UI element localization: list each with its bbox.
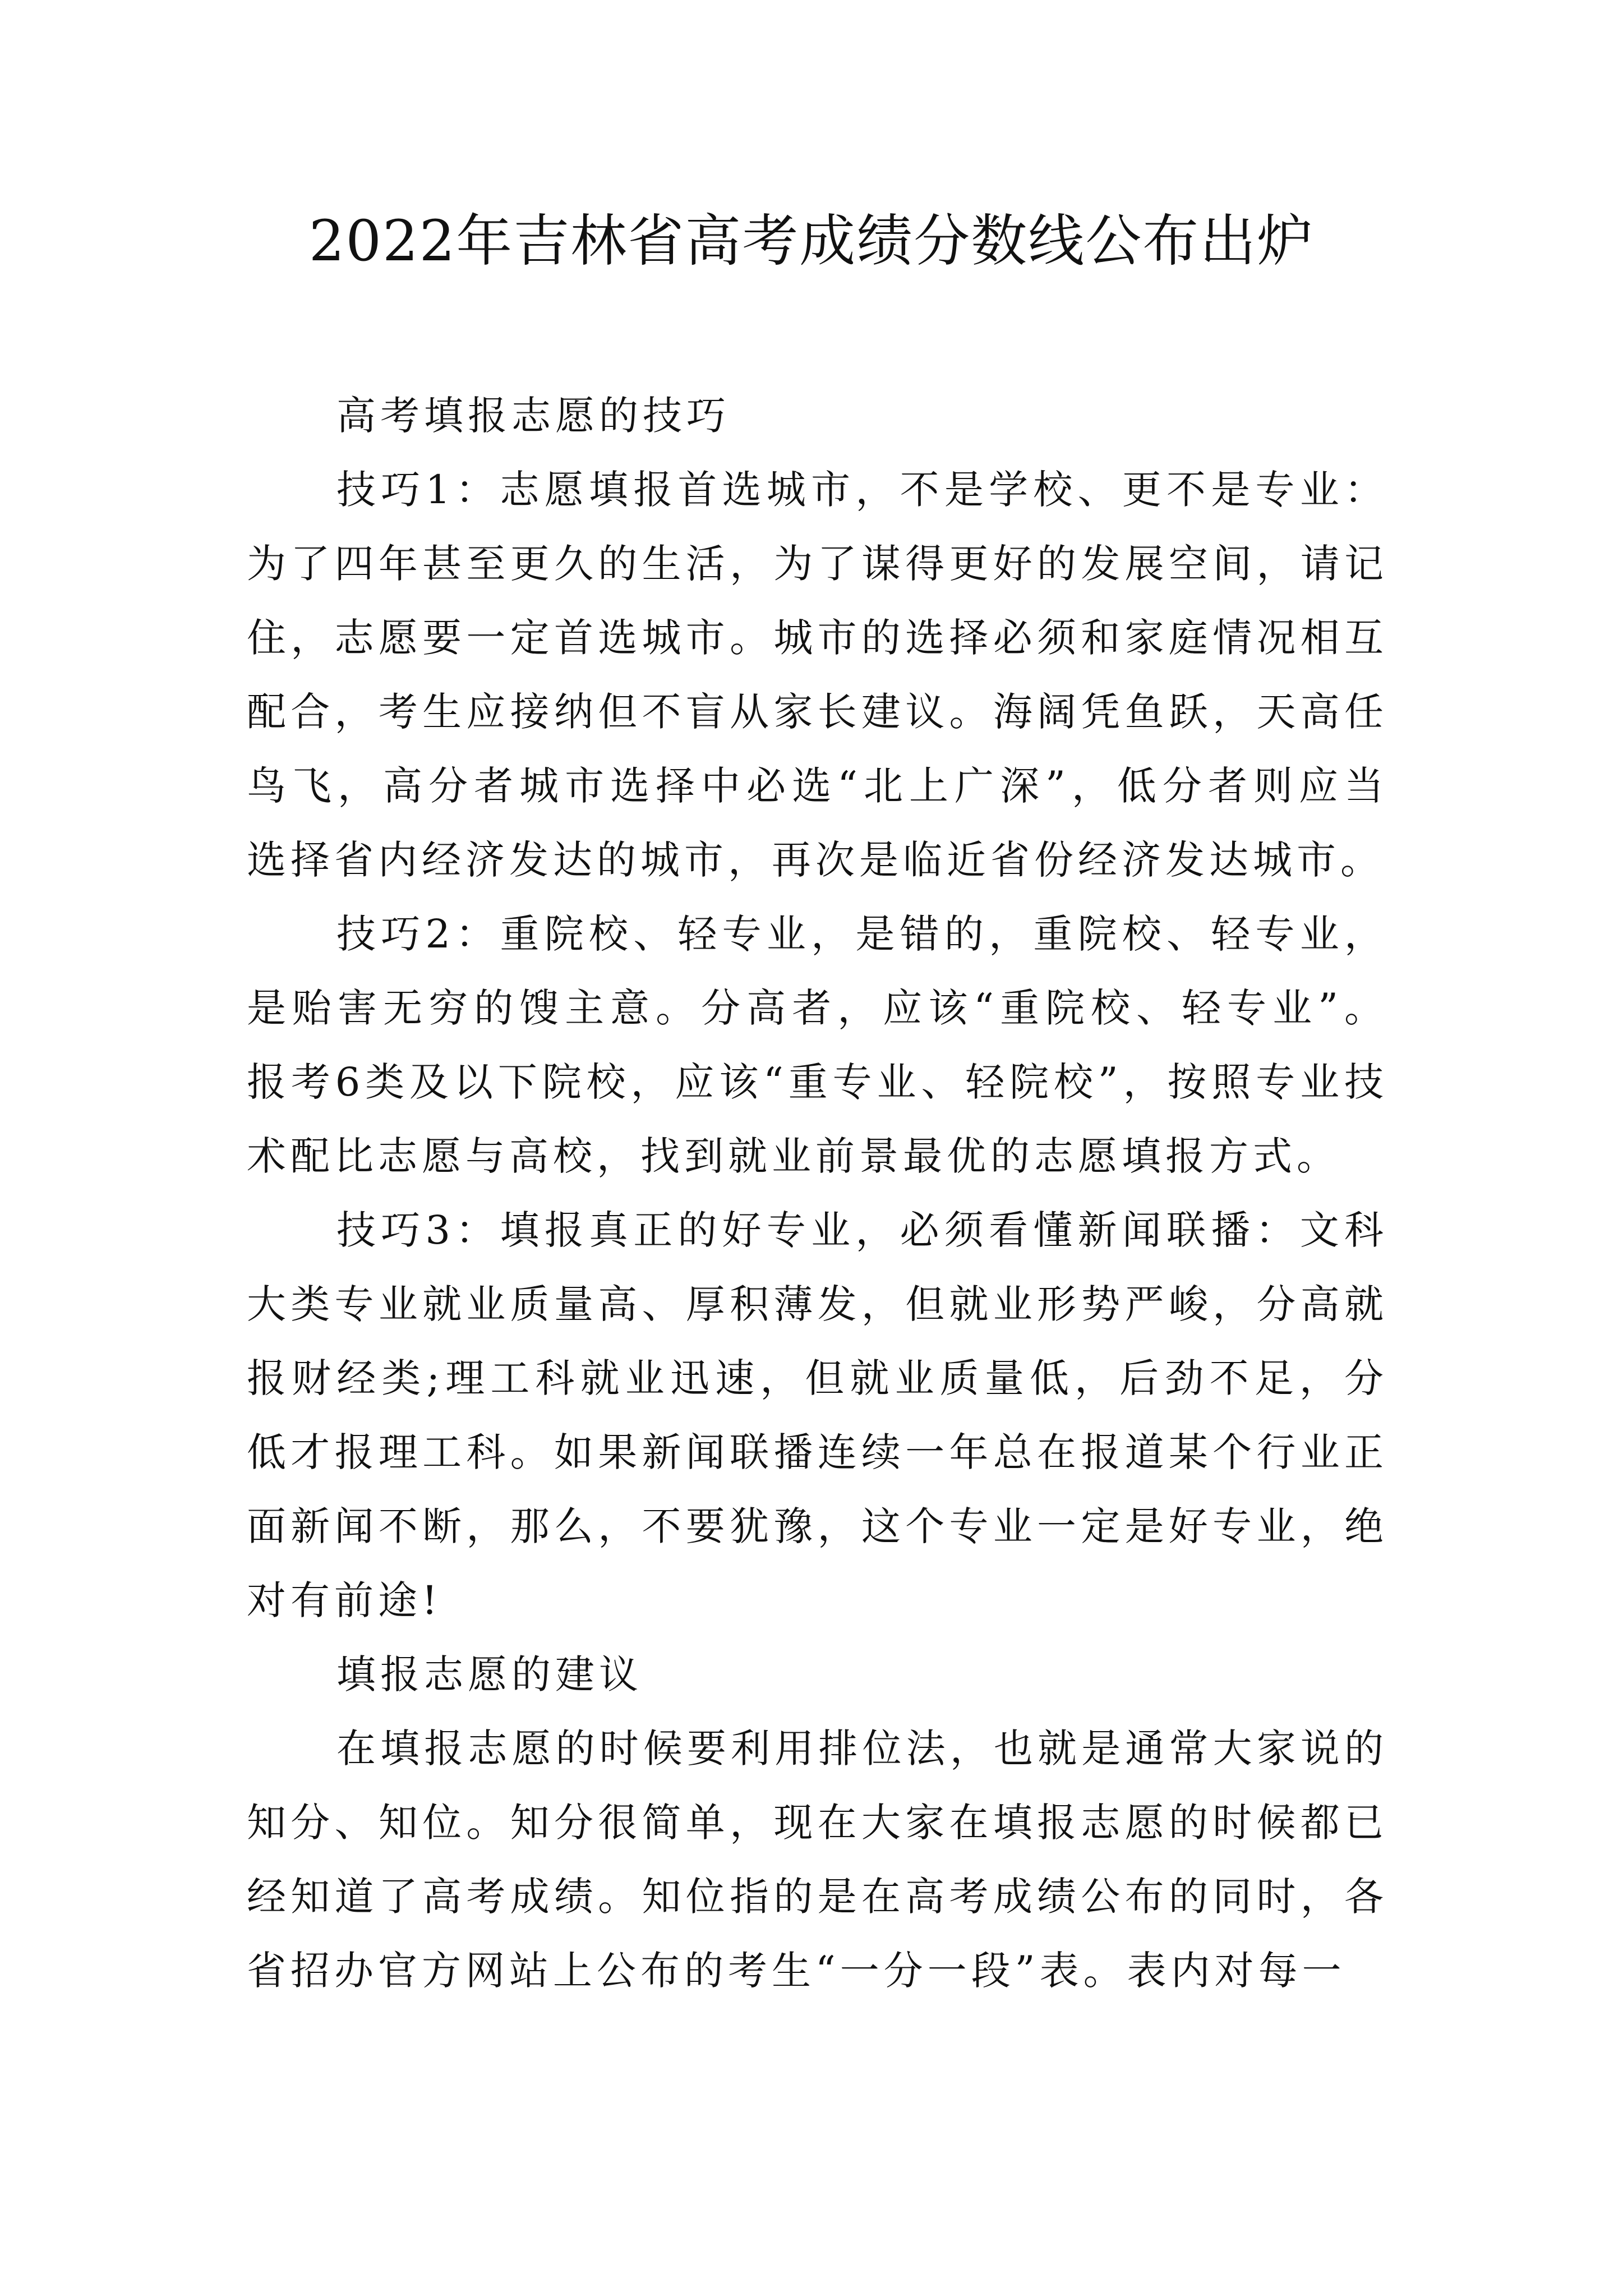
document-title: 2022年吉林省高考成绩分数线公布出炉 — [308, 208, 1315, 274]
document-body — [247, 379, 1388, 2008]
paragraph-tip-3: 技巧3：填报真正的好专业，必须看懂新闻联播：文科大类专业就业质量高、厚积薄发，但就业形势严峻，分高就报财经类;理工科就业迅速，但就业质量低，后劲不足，分低才报理工科。如果新闻联播连续一年总在报道某个行业正面新闻不断，那么，不要犹豫，这个专业一定是好专业，绝对有前途! — [247, 1207, 1388, 1623]
section-heading-advice: 填报志愿的建议 — [336, 1651, 643, 1697]
paragraph-tip-1: 技巧1：志愿填报首选城市，不是学校、更不是专业：为了四年甚至更久的生活，为了谋得更好的发展空间，请记住，志愿要一定首选城市。城市的选择必须和家庭情况相互配合，考生应接纳但不盲从家长建议。海阔凭鱼跃，天高任鸟飞，高分者城市选择中必选“北上广深”，低分者则应当选择省内经济发达的城市，再次是临近省份经济发达城市。 — [247, 467, 1388, 883]
paragraph-advice: 在填报志愿的时候要利用排位法，也就是通常大家说的知分、知位。知分很简单，现在大家在填报志愿的时候都已经知道了高考成绩。知位指的是在高考成绩公布的同时，各省招办官方网站上公布的考生“一分一段”表。表内对每一 — [247, 1726, 1388, 1994]
paragraph-tip-2: 技巧2：重院校、轻专业，是错的，重院校、轻专业，是贻害无穷的馊主意。分高者，应该“重院校、轻专业”。报考6类及以下院校，应该“重专业、轻院校”，按照专业技术配比志愿与高校，找到就业前景最优的志愿填报方式。 — [247, 911, 1388, 1179]
section-heading-tips: 高考填报志愿的技巧 — [336, 393, 730, 439]
